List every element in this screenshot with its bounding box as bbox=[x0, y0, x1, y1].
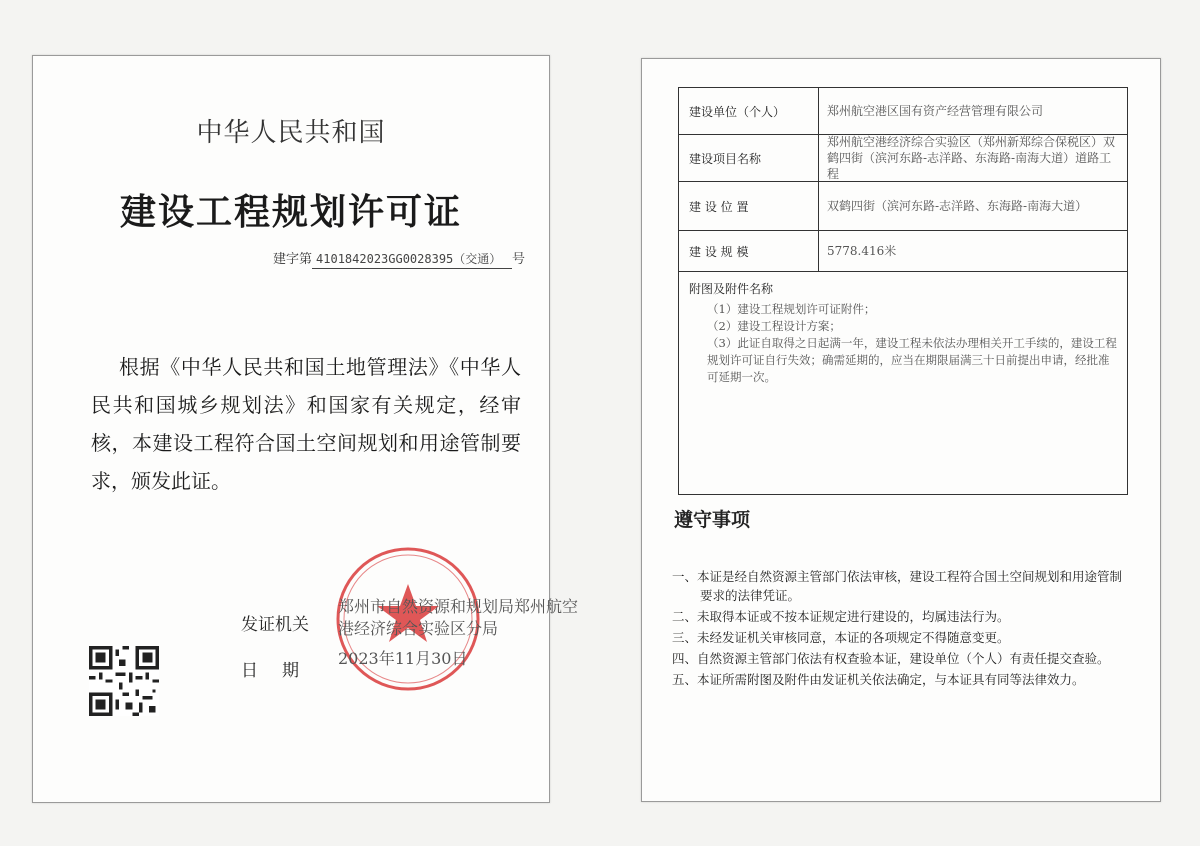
row-value: 郑州航空港经济综合实验区（郑州新郑综合保税区）双鹤四街（滨河东路-志洋路、东海路-南海大道）道路工程 bbox=[827, 135, 1116, 181]
issue-date: 2023年11月30日 bbox=[338, 649, 468, 668]
attachments-section bbox=[679, 272, 1127, 494]
table-row bbox=[679, 182, 1127, 231]
certificate-back-page bbox=[641, 58, 1161, 802]
country-name: 中华人民共和国 bbox=[196, 118, 386, 148]
date-label: 日期 bbox=[241, 661, 323, 681]
table-row bbox=[679, 88, 1127, 135]
table-row bbox=[679, 135, 1127, 182]
notes-title: 遵守事项 bbox=[674, 509, 751, 531]
issuer-label: 发证机关 bbox=[241, 615, 309, 635]
number-suffix: 号 bbox=[512, 252, 526, 267]
attachments-title: 附图及附件名称 bbox=[689, 282, 774, 296]
row-value: 双鹤四街（滨河东路-志洋路、东海路-南海大道） bbox=[827, 199, 1088, 213]
note-item: 一、本证是经自然资源主管部门依法审核，建设工程符合国土空间规划和用途管制要求的法律凭证。 bbox=[672, 569, 1123, 603]
number-value: 4101842023GG0028395（交通） bbox=[312, 250, 512, 269]
attachment-item: （1）建设工程规划许可证附件； bbox=[707, 302, 876, 316]
issuer-name: 郑州市自然资源和规划局郑州航空港经济综合实验区分局 bbox=[338, 597, 579, 638]
table-row bbox=[679, 231, 1127, 272]
attachment-item: （2）建设工程设计方案； bbox=[707, 319, 841, 333]
number-prefix: 建字第 bbox=[273, 252, 313, 267]
row-label: 建设单位（个人） bbox=[679, 88, 819, 134]
notes-list bbox=[672, 567, 1132, 691]
row-label: 建 设 位 置 bbox=[679, 182, 819, 230]
note-item: 三、未经发证机关审核同意，本证的各项规定不得随意变更。 bbox=[672, 630, 1010, 645]
certificate-number bbox=[273, 248, 525, 269]
certificate-title: 建设工程规划许可证 bbox=[119, 192, 462, 233]
project-info-table bbox=[678, 87, 1128, 495]
note-item: 五、本证所需附图及附件由发证机关依法确定，与本证具有同等法律效力。 bbox=[672, 672, 1085, 687]
qr-code-icon bbox=[89, 646, 159, 716]
row-value: 5778.416米 bbox=[827, 244, 897, 258]
certificate-front-page bbox=[32, 55, 579, 803]
note-item: 二、未取得本证或不按本证规定进行建设的，均属违法行为。 bbox=[672, 609, 1010, 624]
row-label: 建 设 规 模 bbox=[679, 231, 819, 271]
attachment-item: （3）此证自取得之日起满一年，建设工程未依法办理相关开工手续的，建设工程规划许可证自行失效；确需延期的，应当在期限届满三十日前提出申请，经批准可延期一次。 bbox=[707, 336, 1117, 384]
legal-basis-text: 根据《中华人民共和国土地管理法》《中华人民共和国城乡规划法》和国家有关规定，经审核，本建设工程符合国土空间规划和用途管制要求，颁发此证。 bbox=[91, 355, 521, 493]
note-item: 四、自然资源主管部门依法有权查验本证，建设单位（个人）有责任提交查验。 bbox=[672, 651, 1110, 666]
row-label: 建设项目名称 bbox=[679, 135, 819, 181]
row-value: 郑州航空港区国有资产经营管理有限公司 bbox=[827, 104, 1044, 118]
